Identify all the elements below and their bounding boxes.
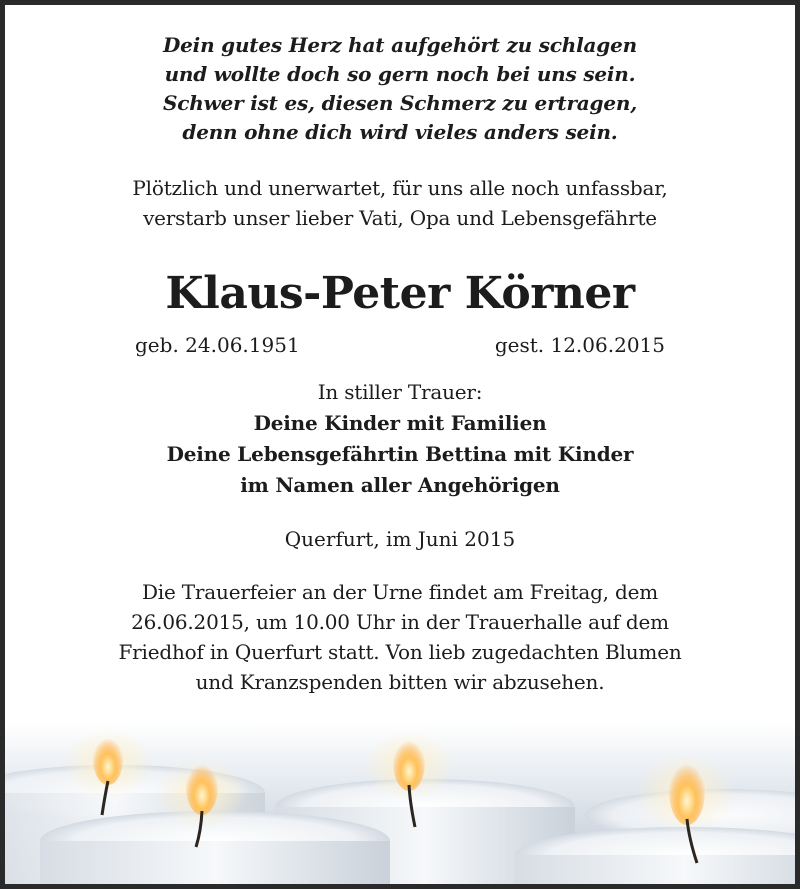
candles-image: [5, 723, 795, 889]
mourner-line: im Namen aller Angehörigen: [240, 473, 560, 497]
death-announcement: [5, 173, 795, 233]
memorial-poem: [5, 31, 795, 147]
candles-icon: [5, 723, 795, 889]
funeral-line: Friedhof in Querfurt statt. Von lieb zugedachten Blumen: [118, 640, 682, 664]
mourner-line: Deine Kinder mit Familien: [253, 411, 547, 435]
mourners-block: [5, 377, 795, 501]
funeral-line: Die Trauerfeier an der Urne findet am Freitag, dem: [141, 580, 659, 604]
poem-line: Dein gutes Herz hat aufgehört zu schlagen: [163, 33, 637, 57]
announcement-line: verstarb unser lieber Vati, Opa und Lebensgefährte: [143, 206, 657, 230]
deceased-name: Klaus-Peter Körner: [165, 268, 635, 319]
birth-date: geb. 24.06.1951: [135, 333, 300, 357]
poem-line: Schwer ist es, diesen Schmerz zu ertragen,: [163, 91, 637, 115]
mourner-line: Deine Lebensgefährtin Bettina mit Kinder: [166, 442, 634, 466]
death-date: gest. 12.06.2015: [494, 333, 665, 357]
announcement-line: Plötzlich und unerwartet, für uns alle noch unfassbar,: [132, 176, 668, 200]
poem-line: und wollte doch so gern noch bei uns sein.: [164, 62, 636, 86]
life-dates: [135, 330, 665, 360]
poem-line: denn ohne dich wird vieles anders sein.: [182, 120, 618, 144]
funeral-line: 26.06.2015, um 10.00 Uhr in der Trauerhalle auf dem: [131, 610, 669, 634]
funeral-line: und Kranzspenden bitten wir abzusehen.: [195, 670, 605, 694]
mourning-heading: In stiller Trauer:: [317, 380, 483, 404]
place-and-date: Querfurt, im Juni 2015: [284, 527, 516, 551]
funeral-info: [5, 577, 795, 697]
